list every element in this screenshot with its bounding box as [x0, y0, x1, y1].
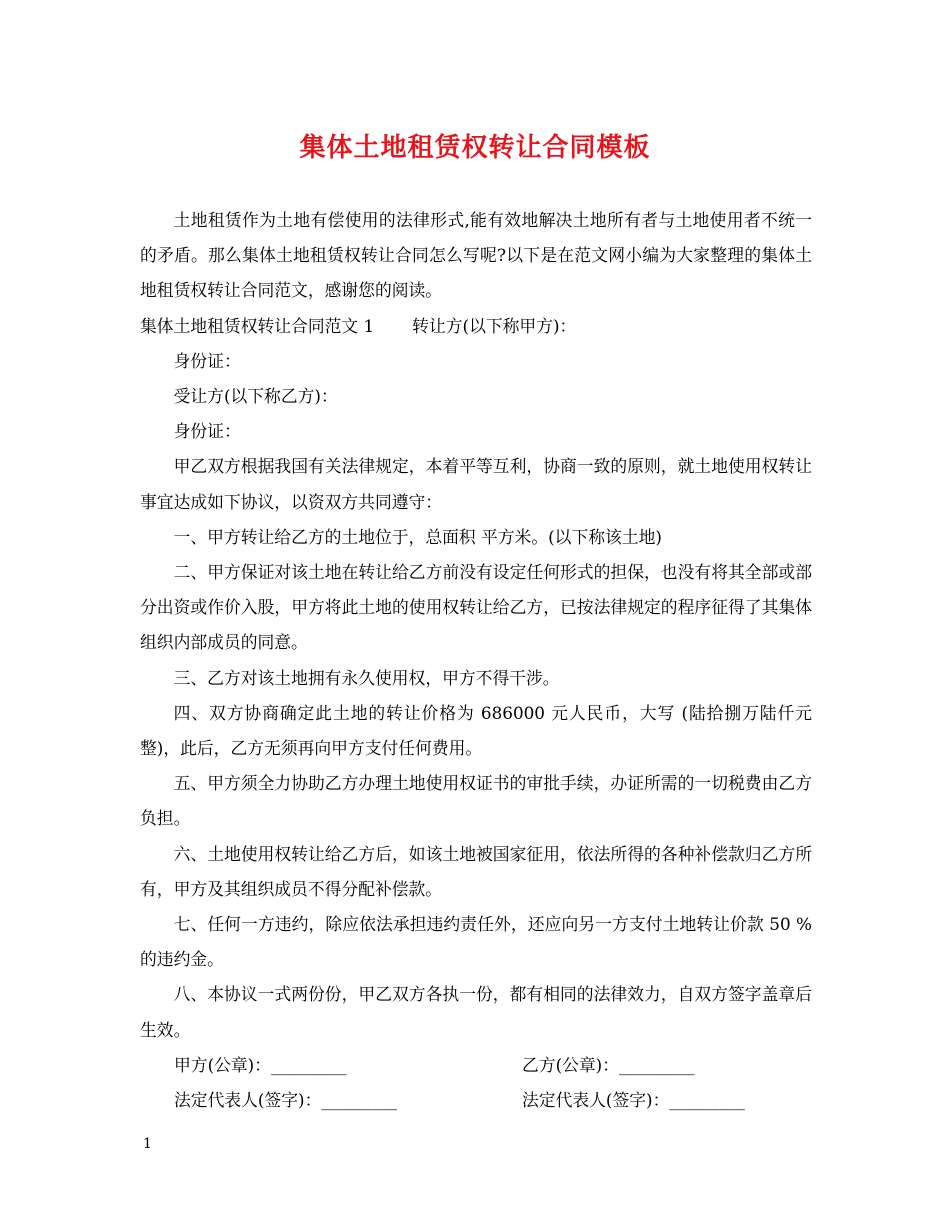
signature-row-representative: [140, 1083, 812, 1118]
document-body: [140, 203, 812, 1118]
clause-3: 三、乙方对该土地拥有永久使用权，甲方不得干涉。: [173, 667, 560, 688]
clause-1: 一、甲方转让给乙方的土地位于，总面积 平方米。(以下称该土地): [173, 526, 662, 547]
clause-8: 八、本协议一式两份份，甲乙双方各执一份，都有相同的法律效力，自双方签字盖章后生效。: [140, 984, 812, 1040]
intro-paragraph: 土地租赁作为土地有偿使用的法律形式,能有效地解决土地所有者与土地使用者不统一的矛盾。那么集体土地租赁权转让合同怎么写呢?以下是在范文网小编为大家整理的集体土地租赁权转让合同范文，感谢您的阅读。: [140, 210, 812, 301]
party-a-id: 身份证：: [173, 350, 241, 371]
party-b-seal-line: 乙方(公章)：_________: [522, 1054, 695, 1075]
sample-heading: 集体土地租赁权转让合同范文 1: [140, 315, 375, 336]
sample-heading-line: [140, 309, 812, 344]
clause-6: 六、土地使用权转让给乙方后，如该土地被国家征用，依法所得的各种补偿款归乙方所有，甲方及其组织成员不得分配补偿款。: [140, 843, 812, 899]
party-b-id: 身份证：: [173, 421, 241, 442]
party-a-representative-line: 法定代表人(签字)：_________: [174, 1090, 397, 1111]
party-a-seal-line: 甲方(公章)：_________: [174, 1054, 347, 1075]
clause-2: 二、甲方保证对该土地在转让给乙方前没有设定任何形式的担保，也没有将其全部或部分出资或作价入股，甲方将此土地的使用权转让给乙方，已按法律规定的程序征得了其集体组织内部成员的同意。: [140, 562, 812, 653]
document-title: 集体土地租赁权转让合同模板: [299, 133, 651, 163]
party-b-representative-line: 法定代表人(签字)：_________: [522, 1090, 745, 1111]
party-b-label: 受让方(以下称乙方)：: [173, 386, 338, 407]
signature-row-seal: [140, 1048, 812, 1083]
clause-7: 七、任何一方违约，除应依法承担违约责任外，还应向另一方支付土地转让价款 50 %的违约金。: [140, 914, 812, 970]
clause-5: 五、甲方须全力协助乙方办理土地使用权证书的审批手续，办证所需的一切税费由乙方负担。: [140, 773, 812, 829]
page-number: 1: [143, 1136, 152, 1152]
preamble-paragraph: 甲乙双方根据我国有关法律规定，本着平等互利，协商一致的原则，就土地使用权转让事宜达成如下协议，以资双方共同遵守：: [140, 456, 812, 512]
party-a-label: 转让方(以下称甲方)：: [412, 315, 577, 336]
clause-4: 四、双方协商确定此土地的转让价格为 686000 元人民币，大写 (陆拾捌万陆仟元整)，此后，乙方无须再向甲方支付任何费用。: [140, 702, 812, 759]
